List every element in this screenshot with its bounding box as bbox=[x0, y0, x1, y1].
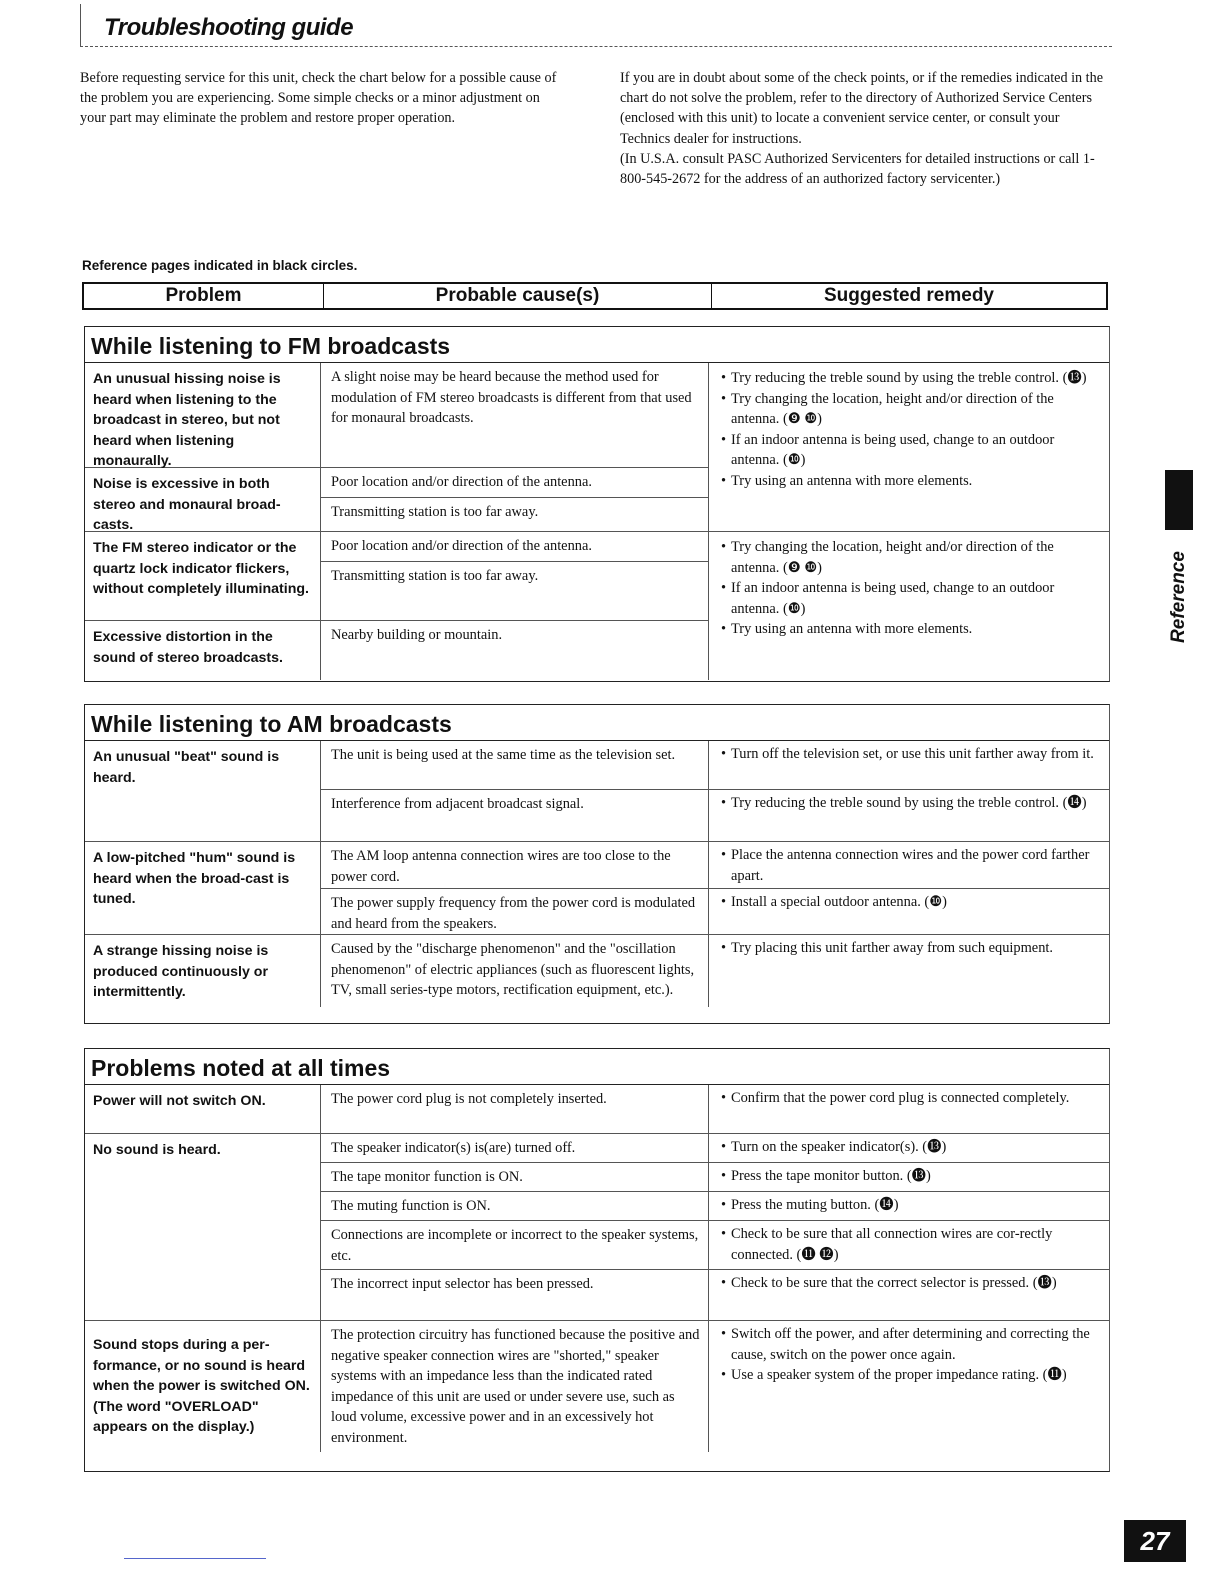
all-remedy-2e: • Check to be sure that the correct selector is pressed. (⓭) bbox=[717, 1273, 1101, 1294]
am-remedy-3: • Try placing this unit farther away from such equipment. bbox=[717, 938, 1101, 959]
fm-remedy-1d: • Try using an antenna with more elements. bbox=[717, 471, 1101, 492]
all-problem-3 bbox=[85, 1321, 321, 1452]
am-cause-3: Caused by the "discharge phenomenon" and the "oscillation phenomenon" of electric appliances (such as fluorescent lights, TV, small series-type motors, rectification equipment, etc.). bbox=[321, 935, 709, 1007]
all-remedy-3b: • Use a speaker system of the proper impedance rating. (⓫) bbox=[717, 1365, 1101, 1386]
am-problem-3: A strange hissing noise is produced continuously or intermittently. bbox=[85, 935, 321, 1007]
fm-remedy-1c: • If an indoor antenna is being used, change to an outdoor antenna. (❿) bbox=[717, 430, 1101, 471]
all-problem-3-overload: (The word "OVERLOAD" appears on the display.) bbox=[93, 1398, 259, 1435]
column-headers bbox=[82, 282, 1108, 310]
reference-note: Reference pages indicated in black circles. bbox=[82, 258, 358, 273]
footer-line bbox=[124, 1558, 266, 1559]
fm-cause-3b: Transmitting station is too far away. bbox=[331, 567, 539, 584]
header-remedy: Suggested remedy bbox=[824, 285, 994, 306]
all-remedy-2c: • Press the muting button. (⓮) bbox=[717, 1195, 1101, 1216]
all-cause-2d: Connections are incomplete or incorrect to the speaker systems, etc. bbox=[321, 1221, 709, 1269]
am-group-3 bbox=[85, 935, 1109, 1007]
am-remedy-1a: • Turn off the television set, or use this unit farther away from it. bbox=[717, 744, 1101, 765]
section-fm bbox=[84, 326, 1110, 682]
fm-remedy-3c: • Try using an antenna with more elements. bbox=[717, 619, 1101, 640]
all-cause-2b: The tape monitor function is ON. bbox=[321, 1163, 709, 1191]
am-cause-1b: Interference from adjacent broadcast signal. bbox=[321, 790, 709, 841]
side-label-reference: Reference bbox=[1168, 551, 1189, 643]
all-cause-2a: The speaker indicator(s) is(are) turned off. bbox=[321, 1134, 709, 1162]
am-cause-2b: The power supply frequency from the power cord is modulated and heard from the speakers. bbox=[321, 889, 709, 938]
reference-tab-marker bbox=[1165, 470, 1193, 530]
fm-problem-2: Noise is excessive in both stereo and monaural broad-casts. bbox=[85, 468, 321, 540]
section-title-fm: While listening to FM broadcasts bbox=[85, 327, 1109, 363]
am-remedy-2a: • Place the antenna connection wires and the power cord farther apart. bbox=[717, 845, 1101, 886]
section-title-am: While listening to AM broadcasts bbox=[85, 705, 1109, 741]
fm-cause-3a: Poor location and/or direction of the antenna. bbox=[321, 532, 708, 562]
intro-left bbox=[80, 68, 568, 129]
am-problem-2: A low-pitched "hum" sound is heard when the broad-cast is tuned. bbox=[85, 842, 321, 934]
fm-problem-3: The FM stereo indicator or the quartz lock indicator flickers, without completely illuminating. bbox=[85, 532, 321, 620]
am-cause-1a: The unit is being used at the same time as the television set. bbox=[321, 741, 709, 789]
title-left-tick bbox=[80, 4, 81, 46]
header-cause: Probable cause(s) bbox=[324, 284, 712, 308]
intro-right bbox=[620, 68, 1110, 189]
all-group-2 bbox=[85, 1134, 1109, 1321]
am-problem-1: An unusual "beat" sound is heard. bbox=[85, 741, 321, 841]
all-group-3 bbox=[85, 1321, 1109, 1452]
all-remedy-1: • Confirm that the power cord plug is connected completely. bbox=[717, 1088, 1101, 1109]
am-cause-2a: The AM loop antenna connection wires are too close to the power cord. bbox=[321, 842, 709, 888]
fm-remedy-3a: • Try changing the location, height and/or direction of the antenna. (❾ ❿) bbox=[717, 537, 1101, 578]
section-title-all-times: Problems noted at all times bbox=[85, 1049, 1109, 1085]
all-remedy-3a: • Switch off the power, and after determining and correcting the cause, switch on the power once again. bbox=[717, 1324, 1101, 1365]
all-remedy-2d: • Check to be sure that all connection wires are cor-rectly connected. (⓫ ⓬) bbox=[717, 1224, 1101, 1265]
title-rule bbox=[80, 46, 1112, 47]
am-remedy-2b: • Install a special outdoor antenna. (❿) bbox=[717, 892, 1101, 913]
all-cause-1: The power cord plug is not completely inserted. bbox=[321, 1085, 709, 1133]
all-problem-1: Power will not switch ON. bbox=[85, 1085, 321, 1133]
all-cause-2c: The muting function is ON. bbox=[321, 1192, 709, 1220]
intro-left-text: Before requesting service for this unit, check the chart below for a possible cause of the problem you are experiencing. Some simple checks or a minor adjustment on your part may eliminate the problem and restore proper operation. bbox=[80, 70, 557, 127]
fm-cause-1: A slight noise may be heard because the method used for modulation of FM stereo broadcasts is different from that used for monaural broadcasts. bbox=[331, 369, 692, 426]
all-cause-3: The protection circuitry has functioned because the positive and negative speaker connection wires are "shorted," speaker systems with an impedance less than the indicated rated impedance of this unit are used or under severe use, such as loud volume, excessive power and in an excessively hot environment. bbox=[321, 1321, 709, 1452]
fm-problem-4: Excessive distortion in the sound of stereo broadcasts. bbox=[85, 621, 321, 680]
fm-cause-2b: Transmitting station is too far away. bbox=[331, 503, 539, 520]
fm-cause-2a: Poor location and/or direction of the antenna. bbox=[321, 468, 708, 498]
all-remedy-2b: • Press the tape monitor button. (⓭) bbox=[717, 1166, 1101, 1187]
all-group-1 bbox=[85, 1085, 1109, 1134]
section-am bbox=[84, 704, 1110, 1024]
fm-remedy-3b: • If an indoor antenna is being used, change to an outdoor antenna. (❿) bbox=[717, 578, 1101, 619]
header-problem: Problem bbox=[84, 284, 324, 308]
page-title: Troubleshooting guide bbox=[104, 14, 354, 41]
intro-right-usa: (In U.S.A. consult PASC Authorized Servicenters for detailed instructions or call 1-800-545-2672 for the address of an authorized factory servicenter.) bbox=[620, 150, 1095, 188]
fm-group-1 bbox=[85, 363, 1109, 532]
all-cause-2e: The incorrect input selector has been pressed. bbox=[321, 1270, 709, 1320]
all-problem-3-text: Sound stops during a per-formance, or no sound is heard when the power is switched ON. bbox=[93, 1337, 310, 1394]
fm-problem-1: An unusual hissing noise is heard when listening to the broadcast in stereo, but not heard when listening monaurally. bbox=[85, 363, 321, 467]
intro-right-text: If you are in doubt about some of the check points, or if the remedies indicated in the chart do not solve the problem, refer to the directory of Authorized Service Centers (enclosed with this unit) to locate a convenient service center, or consult your Technics dealer for instructions. bbox=[620, 70, 1104, 147]
am-remedy-1b: • Try reducing the treble sound by using the treble control. (⓮) bbox=[717, 793, 1101, 814]
am-group-2 bbox=[85, 842, 1109, 935]
fm-remedy-1b: • Try changing the location, height and/or direction of the antenna. (❾ ❿) bbox=[717, 389, 1101, 430]
am-group-1 bbox=[85, 741, 1109, 842]
fm-group-2 bbox=[85, 532, 1109, 680]
all-problem-2: No sound is heard. bbox=[85, 1134, 321, 1320]
page-number: 27 bbox=[1124, 1520, 1186, 1562]
fm-remedy-1a: • Try reducing the treble sound by using the treble control. (⓭) bbox=[717, 368, 1101, 389]
section-all-times bbox=[84, 1048, 1110, 1472]
fm-cause-4: Nearby building or mountain. bbox=[331, 627, 503, 643]
all-remedy-2a: • Turn on the speaker indicator(s). (⓭) bbox=[717, 1137, 1101, 1158]
